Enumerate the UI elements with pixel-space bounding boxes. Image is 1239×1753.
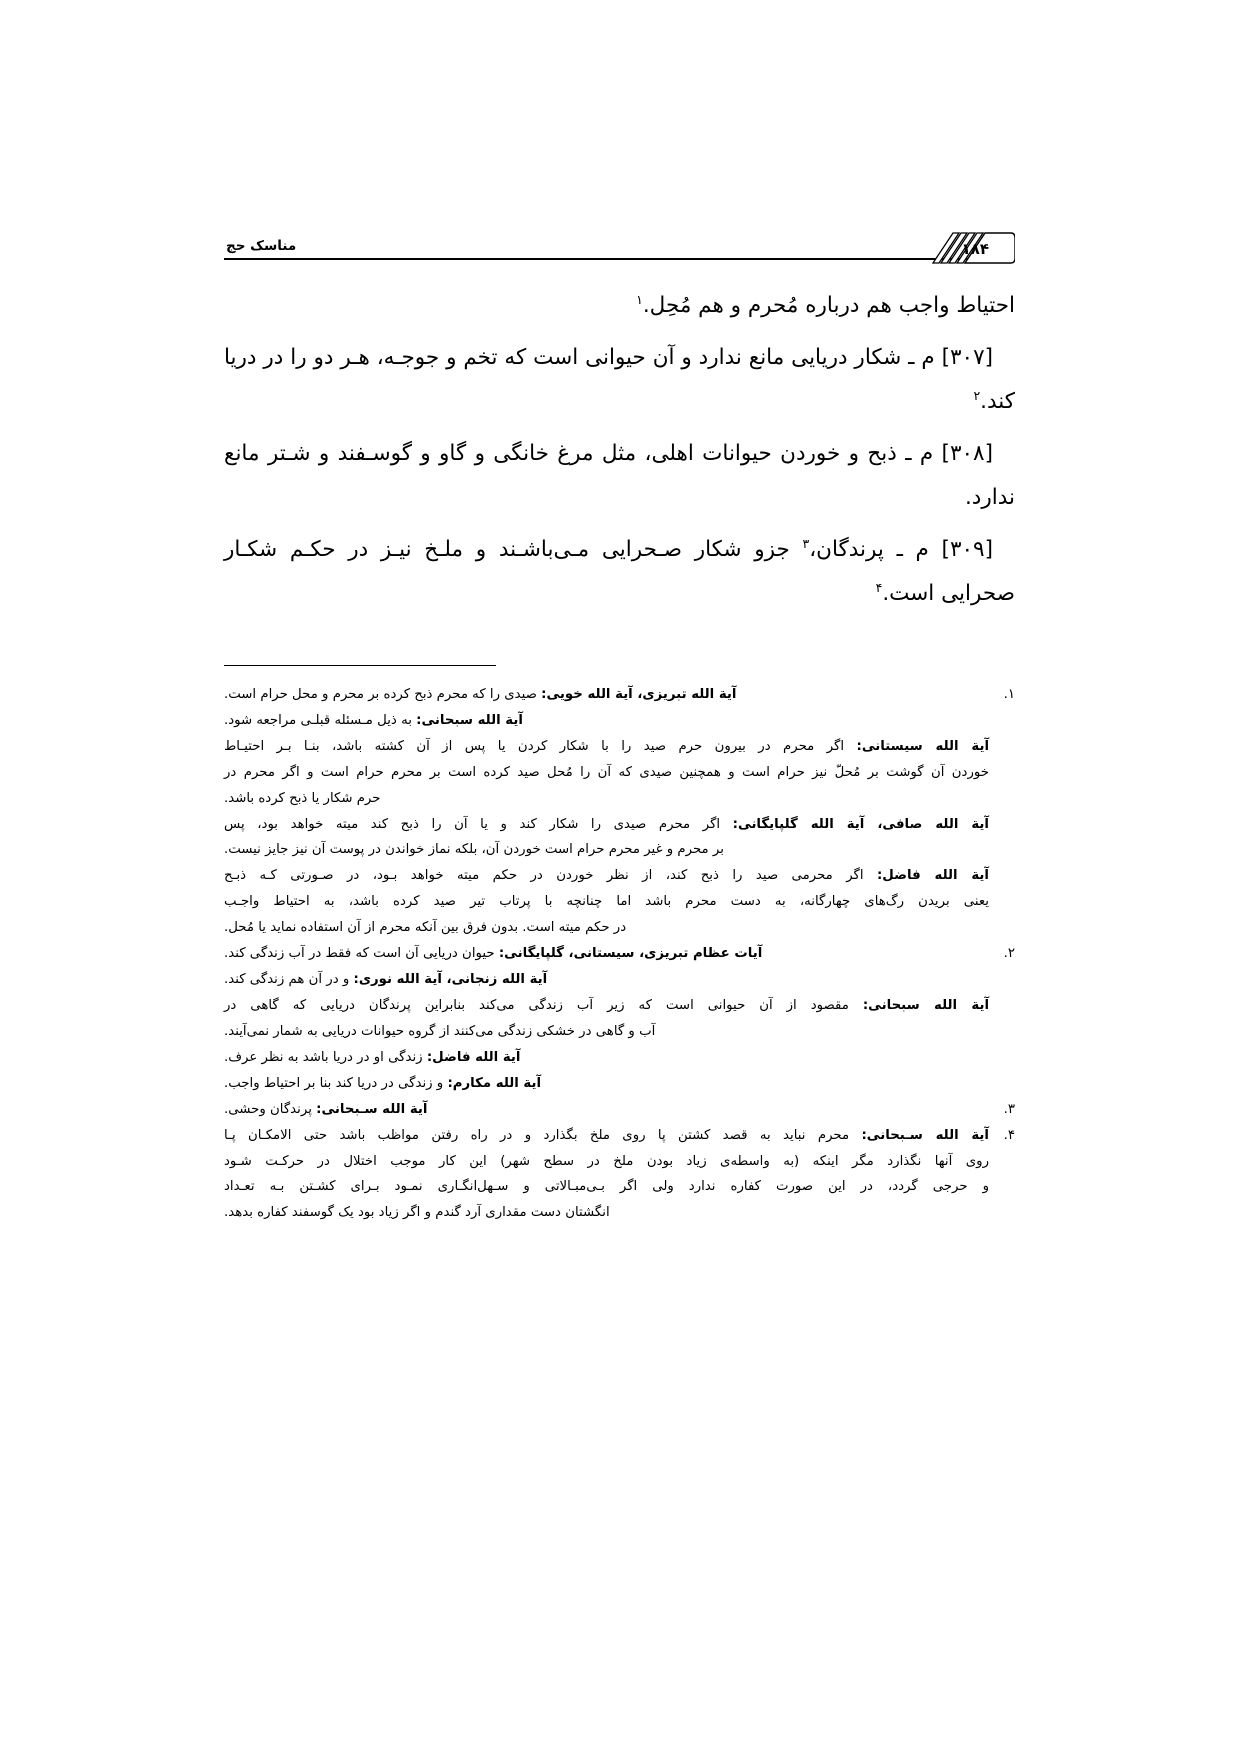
rule-marker-309: [۳۰۹] م ـ bbox=[896, 537, 993, 563]
rule-text-308: ذبح و خوردن حیوانات اهلی، مثل مرغ خانگی و گاو و گوسـفند و شـتر مانع ندارد. bbox=[224, 441, 1015, 510]
footnote-line bbox=[224, 1123, 989, 1149]
footnote-line bbox=[224, 1045, 989, 1071]
ruling-text: صیدی را که محرم ذبح کرده بر محرم و محل حرام است. bbox=[224, 686, 542, 702]
footnote-item bbox=[224, 1123, 1015, 1227]
paragraph-text: احتیاط واجب هم درباره مُحرم و هم مُحِل. bbox=[642, 293, 1015, 318]
footnote-line bbox=[224, 1174, 989, 1200]
footnote-body bbox=[224, 1097, 989, 1123]
footnote-line bbox=[224, 915, 989, 941]
authority-name: آیة الله تبریزی، آیة الله خویی: bbox=[541, 686, 737, 702]
ruling-text: و در آن هم زندگی کند. bbox=[224, 972, 354, 988]
rule-marker-308: [۳۰۸] م ـ bbox=[905, 441, 993, 467]
footnote-marker: ۳. bbox=[1003, 1101, 1015, 1117]
footnote-line bbox=[224, 1200, 989, 1226]
footnote-body bbox=[224, 682, 989, 941]
footnote-item bbox=[224, 941, 1015, 1097]
footnote-marker: ۱. bbox=[1003, 686, 1015, 702]
footnote-line bbox=[224, 1019, 989, 1045]
footnotes-section bbox=[224, 682, 1015, 1226]
footnote-line bbox=[224, 1149, 989, 1175]
ruling-text: در حکم میته است. بدون فرق بین آنکه محرم از آن استفاده نماید یا مُحل. bbox=[224, 920, 627, 936]
header-divider bbox=[224, 258, 1015, 260]
book-title: مناسک حج bbox=[226, 238, 297, 254]
ruling-text: اگر محرمی صید را ذبح کند، از نظر خوردن در حکم میته خواهد بـود، در صـورتی کـه ذبـح bbox=[224, 868, 877, 884]
footnote-line bbox=[224, 993, 989, 1019]
authority-name: آیة الله صافی، آیة الله گلپایگانی: bbox=[732, 816, 989, 832]
authority-name: آیة الله فاضل: bbox=[876, 868, 989, 884]
footnote-ref-1[interactable]: ۱ bbox=[636, 291, 643, 307]
rule-text-307: شکار دریایی مانع ندارد و آن حیوانی است که تخم و جوجـه، هـر دو را در دریا کند. bbox=[224, 345, 1015, 414]
paragraph-rule-308 bbox=[224, 432, 1015, 519]
ruling-text: به ذیل مـسئله قبلـی مراجعه شود. bbox=[224, 712, 417, 728]
rule-marker-307: [۳۰۷] م ـ bbox=[908, 345, 994, 371]
footnote-line bbox=[224, 863, 989, 889]
page-content bbox=[224, 222, 1015, 1226]
ruling-text: اگر محرم صیدی را شکار کند و یا آن را ذبح کند میته خواهد بود، پس bbox=[224, 816, 733, 832]
ruling-text: حرم شکار یا ذبح کرده باشد. bbox=[224, 790, 381, 806]
ruling-text: آب و گاهی در خشکی زندگی می‌کنند از گروه حیوانات دریایی به شمار نمی‌آیند. bbox=[224, 1023, 656, 1039]
ruling-text: حیوان دریایی آن است که فقط در آب زندگی کند. bbox=[224, 946, 499, 962]
folio-ornament-box bbox=[899, 230, 1015, 266]
footnote-separator bbox=[224, 665, 496, 666]
footnote-line bbox=[224, 967, 989, 993]
footnote-ref-2[interactable]: ۲ bbox=[973, 387, 981, 403]
rule-text-309: جزو شکار صـحرایی مـی‌باشـند و ملـخ نیـز در حکـم شکـار صحرایی است. bbox=[224, 537, 1015, 606]
footnote-line bbox=[224, 786, 989, 812]
footnote-ref-3[interactable]: ۳ bbox=[802, 535, 810, 551]
ruling-text: زندگی او در دریا باشد به نظر عرف. bbox=[224, 1049, 427, 1065]
ruling-text: اگر محرم در بیرون حرم صید را با شکار کردن یا پس از آن کشته باشد، بنـا بـر احتیـاط bbox=[224, 738, 857, 754]
footnote-body bbox=[224, 941, 989, 1097]
ruling-text: انگشتان دست مقداری آرد گندم و اگر زیاد بود یک گوسفند کفاره بدهد. bbox=[224, 1205, 610, 1221]
authority-name: آیة الله سبحانی: bbox=[416, 712, 523, 728]
rule-text-309-part: پرندگان، bbox=[809, 537, 884, 563]
footnote-item bbox=[224, 1097, 1015, 1123]
footnote-line bbox=[224, 760, 989, 786]
authority-name: آیة الله سبحانی: bbox=[862, 998, 990, 1014]
footnote-line bbox=[224, 1097, 989, 1123]
footnote-body bbox=[224, 1123, 989, 1227]
main-body bbox=[224, 284, 1015, 615]
authority-name: آیة الله سـبحانی: bbox=[316, 1101, 428, 1117]
ruling-text: بر محرم و غیر محرم حرام است خوردن آن، بلکه نماز خواندن در پوست آن نیز جایز نیست. bbox=[224, 842, 724, 858]
ruling-text: محرم نباید به قصد کشتن پا روی ملخ بگذارد و در راه رفتن مواظب باشد حتی الامکـان پـا bbox=[224, 1127, 862, 1143]
footnote-line bbox=[224, 941, 989, 967]
footnote-item bbox=[224, 682, 1015, 941]
authority-name: آیة الله زنجانی، آیة الله نوری: bbox=[353, 972, 548, 988]
authority-name: آیة الله سیستانی: bbox=[856, 738, 989, 754]
ruling-text: یعنی بریدن رگ‌های چهارگانه، به دست محرم باشد اما چنانچه با پرتاب تیر صید کرده باشد، به احتیاط واجـب bbox=[224, 894, 989, 910]
ruling-text: روی آنها نگذارد مگر اینکه (به واسطه‌ی زیاد بودن ملخ در سطح شهر) این کار موجب اختلال در حرکـت شـود bbox=[224, 1153, 989, 1169]
page-corner-ornament-icon bbox=[899, 230, 1015, 266]
footnote-line bbox=[224, 734, 989, 760]
paragraph-continued bbox=[224, 284, 1015, 327]
ruling-text: مقصود از آن حیوانی است که زیر آب زندگی می‌کند بنابراین پرندگان دریایی که گاهی در bbox=[224, 998, 863, 1014]
paragraph-rule-307 bbox=[224, 336, 1015, 423]
footnote-line bbox=[224, 682, 989, 708]
ruling-text: پرندگان وحشی. bbox=[224, 1101, 317, 1117]
page-number: ۱۸۴ bbox=[961, 240, 989, 258]
authority-name: آیة الله فاضل: bbox=[426, 1049, 521, 1065]
footnote-line bbox=[224, 812, 989, 838]
ruling-text: و زندگی در دریا کند بنا بر احتیاط واجب. bbox=[224, 1075, 448, 1091]
footnote-line bbox=[224, 837, 989, 863]
ruling-text: خوردن آن گوشت بر مُحلّ نیز حرام است و همچنین صیدی که آن را مُحل صید کرده است بر محرم حرام است و اگر محرم در bbox=[224, 764, 989, 780]
footnote-line bbox=[224, 708, 989, 734]
authority-name: آیة الله مکارم: bbox=[447, 1075, 542, 1091]
running-header bbox=[224, 222, 1015, 268]
authority-name: آیات عظام تبریزی، سیستانی، گلپایگانی: bbox=[498, 946, 763, 962]
ruling-text: و حرجی گردد، در این صورت کفاره ندارد ولی اگر بـی‌مبـالاتی و سـهل‌انگـاری نمـود بـرای کشـتن بـه تعـداد bbox=[224, 1179, 989, 1195]
authority-name: آیة الله سـبحانی: bbox=[861, 1127, 989, 1143]
paragraph-rule-309 bbox=[224, 528, 1015, 615]
footnote-marker: ۲. bbox=[1003, 946, 1015, 962]
footnote-marker: ۴. bbox=[1003, 1127, 1015, 1143]
footnote-ref-4[interactable]: ۴ bbox=[875, 579, 883, 595]
footnote-line bbox=[224, 1071, 989, 1097]
footnote-separator-wrap bbox=[224, 641, 1015, 666]
footnote-line bbox=[224, 889, 989, 915]
